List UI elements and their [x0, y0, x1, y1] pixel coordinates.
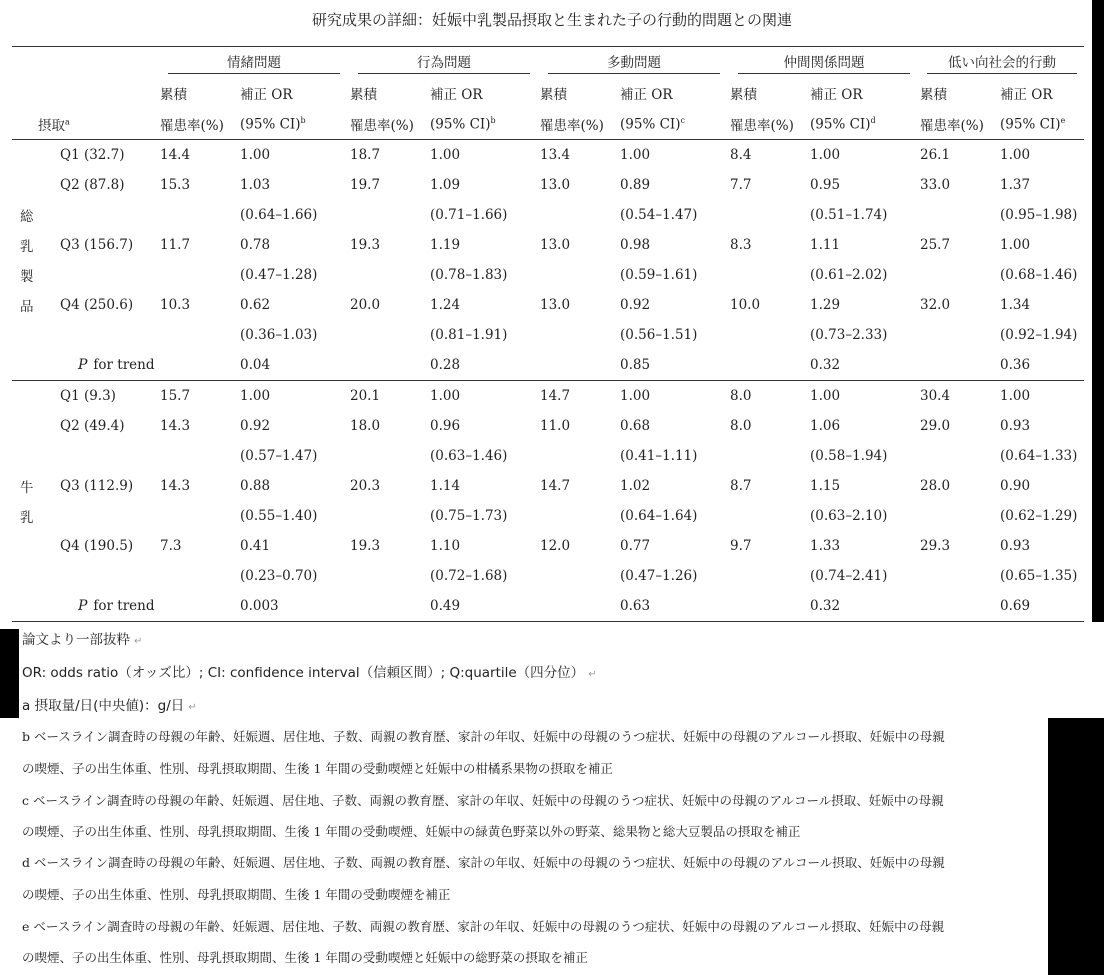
- ci-value: (0.61–2.02): [810, 267, 888, 283]
- side-label-char: 品: [20, 299, 34, 315]
- or-value: 1.06: [810, 418, 841, 434]
- blank-cell: [348, 591, 428, 622]
- p-value: 0.69: [998, 591, 1084, 622]
- quartile-label: Q3 (112.9): [60, 478, 134, 494]
- or-value: 1.11: [810, 237, 841, 253]
- note-d-line1: d ベースライン調査時の母親の年齢、妊娠週、居住地、子数、両親の教育歴、家計の年収、妊娠中の母親のうつ症状、妊娠中の母親のアルコール摂取、妊娠中の母親: [22, 855, 945, 870]
- side-label-char: 乳: [20, 510, 34, 526]
- or-value: 0.77: [620, 538, 651, 554]
- rate-value: 15.3: [160, 177, 191, 193]
- header-rate-label: 罹患率(%): [728, 109, 808, 140]
- header-rate-label: 累積: [540, 87, 567, 103]
- side-label-char: 製: [20, 269, 34, 285]
- rate-value: 33.0: [920, 177, 951, 193]
- or-value: 1.19: [430, 237, 461, 253]
- blank-cell: [538, 441, 618, 471]
- table-row: [12, 230, 1084, 260]
- rate-value: 25.7: [920, 237, 951, 253]
- table-row: [12, 290, 1084, 320]
- or-value: 1.10: [430, 538, 461, 554]
- or-value: 0.89: [620, 177, 651, 193]
- rate-value: 8.3: [730, 237, 752, 253]
- footnote-mark: c: [680, 115, 685, 125]
- or-value: 0.41: [240, 538, 271, 554]
- p-value: 0.32: [810, 357, 841, 373]
- note-b-line2: の喫煙、子の出生体重、性別、母乳摂取期間、生後 1 年間の受動喫煙と妊娠中の柑橘系果物の摂取を補正: [22, 761, 613, 776]
- header-blank: [12, 47, 158, 78]
- rate-value: 14.7: [540, 478, 571, 494]
- ci-value: (0.62–1.29): [1000, 508, 1078, 524]
- or-value: 1.24: [430, 297, 461, 313]
- ci-value: (0.68–1.46): [1000, 267, 1078, 283]
- blank-cell: [728, 591, 808, 622]
- or-value: 1.15: [810, 478, 841, 494]
- table-row: [12, 260, 1084, 290]
- blank-cell: [538, 350, 618, 381]
- blank-cell: [538, 320, 618, 350]
- rate-value: 13.4: [540, 147, 571, 163]
- ci-value: (0.71–1.66): [430, 207, 508, 223]
- p-value: 0.49: [428, 591, 538, 622]
- blank-cell: [918, 591, 998, 622]
- ci-value: (0.72–1.68): [430, 568, 508, 584]
- blank-cell: [538, 561, 618, 591]
- p-trend-label: [58, 591, 158, 622]
- or-value: 0.92: [620, 297, 651, 313]
- ci-value: (0.92–1.94): [1000, 327, 1078, 343]
- rate-value: 29.0: [920, 418, 951, 434]
- table-row: [12, 471, 1084, 501]
- p-symbol: P: [78, 598, 88, 614]
- p-value: 0.63: [618, 591, 728, 622]
- rate-value: 18.7: [350, 147, 381, 163]
- blank-cell: [348, 501, 428, 531]
- header-ci-label: (95% CI)$^e$: [998, 109, 1084, 140]
- or-value: 0.93: [1000, 418, 1031, 434]
- ci-value: (0.41–1.11): [620, 448, 698, 464]
- rate-value: 20.3: [350, 478, 381, 494]
- header-rate-label: 累積: [730, 87, 757, 103]
- ci-value: (0.64–1.66): [240, 207, 318, 223]
- blank-cell: [918, 200, 998, 230]
- table-row: [12, 501, 1084, 531]
- table-row: [12, 411, 1084, 441]
- or-value: 0.95: [810, 177, 841, 193]
- blank-cell: [538, 501, 618, 531]
- blank-cell: [728, 441, 808, 471]
- ci-value: (0.64–1.64): [620, 508, 698, 524]
- page-title: 研究成果の詳細：妊娠中乳製品摂取と生まれた子の行動的問題との関連: [311, 11, 792, 29]
- blank-cell: [158, 561, 238, 591]
- header-group: [918, 47, 1084, 78]
- p-trend-label: [58, 350, 158, 381]
- header-rate-label: 累積: [350, 87, 377, 103]
- blank-cell: [348, 320, 428, 350]
- rate-value: 26.1: [920, 147, 951, 163]
- or-value: 1.00: [808, 381, 918, 412]
- note-c-line2: の喫煙、子の出生体重、性別、母乳摂取期間、生後 1 年間の受動喫煙、妊娠中の緑黄色野菜以外の野菜、総果物と総大豆製品の摂取を補正: [22, 824, 801, 839]
- header-group-label: 低い向社会的行動: [927, 51, 1076, 74]
- or-value: 1.00: [238, 381, 348, 412]
- note-d-line2: の喫煙、子の出生体重、性別、母乳摂取期間、生後 1 年間の受動喫煙を補正: [22, 887, 451, 902]
- p-symbol: P: [78, 357, 88, 373]
- black-bar-left-notes: [0, 629, 19, 718]
- blank-cell: [158, 320, 238, 350]
- quartile-label: Q4 (190.5): [60, 538, 134, 554]
- ci-value: (0.23–0.70): [240, 568, 318, 584]
- or-value: 1.00: [428, 381, 538, 412]
- blank-cell: [158, 200, 238, 230]
- ci-value: (0.81–1.91): [430, 327, 508, 343]
- quartile-label: [58, 501, 158, 531]
- side-label-char: 総: [20, 209, 34, 225]
- p-value: 0.28: [430, 357, 461, 373]
- ci-value: (0.63–2.10): [810, 508, 888, 524]
- rate-value: 28.0: [920, 478, 951, 494]
- or-value: 1.09: [430, 177, 461, 193]
- header-intake: 摂取$^a$: [12, 109, 158, 140]
- p-value: 0.32: [808, 591, 918, 622]
- header-group-label: 仲間関係問題: [738, 51, 909, 74]
- ci-value: (0.55–1.40): [240, 508, 318, 524]
- or-value: 1.02: [620, 478, 651, 494]
- header-ci-label: (95% CI)$^b$: [428, 109, 538, 140]
- header-group-label: 行為問題: [358, 51, 529, 74]
- rate-value: 14.3: [160, 418, 191, 434]
- note-excerpt: 論文より一部抜粋 ↵: [22, 632, 143, 648]
- rate-value: 8.0: [728, 381, 808, 412]
- blank-cell: [728, 350, 808, 381]
- table-row: [12, 170, 1084, 200]
- blank-cell: [538, 591, 618, 622]
- note-e-line1: e ベースライン調査時の母親の年齢、妊娠週、居住地、子数、両親の教育歴、家計の年収、妊娠中の母親のうつ症状、妊娠中の母親のアルコール摂取、妊娠中の母親: [22, 919, 945, 934]
- rate-value: 14.4: [160, 147, 191, 163]
- or-value: 0.62: [240, 297, 271, 313]
- ci-value: (0.57–1.47): [240, 448, 318, 464]
- or-value: 1.37: [1000, 177, 1031, 193]
- ci-value: (0.73–2.33): [810, 327, 888, 343]
- rate-value: 14.7: [538, 381, 618, 412]
- quartile-label: Q3 (156.7): [60, 237, 134, 253]
- side-label-char: 乳: [20, 239, 34, 255]
- header-group: [728, 47, 918, 78]
- rate-value: 8.4: [730, 147, 752, 163]
- rate-value: 19.3: [350, 538, 381, 554]
- results-table: [12, 46, 1084, 622]
- quartile-label: Q2 (49.4): [60, 418, 125, 434]
- rate-value: 19.3: [350, 237, 381, 253]
- p-value: 0.36: [1000, 357, 1031, 373]
- blank-cell: [728, 260, 808, 290]
- blank-cell: [538, 200, 618, 230]
- side-label-char: [12, 561, 58, 591]
- header-rate-label: 累積: [160, 87, 187, 103]
- table-row: [12, 140, 1084, 171]
- or-value: 1.00: [618, 381, 728, 412]
- p-trend-suffix: for trend: [93, 357, 155, 373]
- blank-cell: [728, 561, 808, 591]
- quartile-label: Q1 (9.3): [58, 381, 158, 412]
- or-value: 0.68: [620, 418, 651, 434]
- table-row: [12, 561, 1084, 591]
- blank-cell: [918, 501, 998, 531]
- rate-value: 19.7: [350, 177, 381, 193]
- side-label-char: [12, 531, 58, 561]
- ci-value: (0.54–1.47): [620, 207, 698, 223]
- or-value: 0.96: [430, 418, 461, 434]
- note-abbreviations: OR: odds ratio（オッズ比）; CI: confidence interval（信頼区間）; Q:quartile（四分位） ↵: [22, 665, 597, 681]
- blank-cell: [728, 200, 808, 230]
- side-label-char: [12, 170, 58, 200]
- side-label-char: 牛: [20, 480, 34, 496]
- header-group: [158, 47, 348, 78]
- blank-cell: [348, 561, 428, 591]
- blank-cell: [158, 260, 238, 290]
- or-value: 0.93: [1000, 538, 1031, 554]
- or-value: 1.00: [1000, 237, 1031, 253]
- quartile-label: [58, 320, 158, 350]
- header-group-label: 情緒問題: [168, 51, 339, 74]
- quartile-label: Q2 (87.8): [60, 177, 125, 193]
- rate-value: 32.0: [920, 297, 951, 313]
- side-label-char: [12, 320, 58, 350]
- blank-cell: [728, 501, 808, 531]
- header-or-label: 補正 OR: [810, 87, 863, 103]
- quartile-label: [58, 200, 158, 230]
- or-value: 0.78: [240, 237, 271, 253]
- blank-cell: [348, 350, 428, 381]
- rate-value: 9.7: [730, 538, 752, 554]
- note-b-line1: b ベースライン調査時の母親の年齢、妊娠週、居住地、子数、両親の教育歴、家計の年収、妊娠中の母親のうつ症状、妊娠中の母親のアルコール摂取、妊娠中の母親: [22, 729, 945, 744]
- ci-value: (0.47–1.26): [620, 568, 698, 584]
- ci-value: (0.64–1.33): [1000, 448, 1078, 464]
- p-value: 0.003: [238, 591, 348, 622]
- blank-cell: [918, 441, 998, 471]
- rate-value: 20.1: [348, 381, 428, 412]
- rate-value: 13.0: [540, 237, 571, 253]
- side-label-char: [12, 591, 58, 622]
- table-row: [12, 200, 1084, 230]
- rate-value: 12.0: [540, 538, 571, 554]
- rate-value: 8.7: [730, 478, 752, 494]
- rate-value: 13.0: [540, 297, 571, 313]
- or-value: 1.00: [998, 381, 1084, 412]
- ci-value: (0.51–1.74): [810, 207, 888, 223]
- or-value: 0.98: [620, 237, 651, 253]
- blank-cell: [158, 350, 238, 381]
- quartile-label: [58, 260, 158, 290]
- table-row: [12, 381, 1084, 412]
- ci-value: (0.75–1.73): [430, 508, 508, 524]
- rate-value: 30.4: [918, 381, 998, 412]
- rate-value: 11.0: [540, 418, 571, 434]
- or-value: 1.14: [430, 478, 461, 494]
- rate-value: 8.0: [730, 418, 752, 434]
- blank-cell: [918, 320, 998, 350]
- footnote-mark: d: [870, 115, 876, 125]
- blank-cell: [918, 350, 998, 381]
- table-row: [12, 531, 1084, 561]
- footnote-mark: b: [490, 115, 496, 125]
- table-row: [12, 320, 1084, 350]
- header-group: [348, 47, 538, 78]
- note-a: a 摂取量/日(中央値)：g/日 ↵: [22, 698, 197, 714]
- or-value: 1.34: [1000, 297, 1031, 313]
- ci-value: (0.58–1.94): [810, 448, 888, 464]
- rate-value: 15.7: [158, 381, 238, 412]
- header-ci-label: (95% CI)$^d$: [808, 109, 918, 140]
- rate-value: 7.7: [730, 177, 752, 193]
- rate-value: 14.3: [160, 478, 191, 494]
- blank-cell: [158, 501, 238, 531]
- footnote-mark: e: [1060, 115, 1066, 125]
- rate-value: 7.3: [160, 538, 182, 554]
- p-trend-suffix: for trend: [93, 598, 155, 614]
- blank-cell: [918, 260, 998, 290]
- header-group-label: 多動問題: [548, 51, 719, 74]
- blank-cell: [158, 591, 238, 622]
- or-value: 0.88: [240, 478, 271, 494]
- trend-row: [12, 591, 1084, 622]
- trend-row: [12, 350, 1084, 381]
- blank-cell: [348, 260, 428, 290]
- header-rate-label: 累積: [920, 87, 947, 103]
- blank-cell: [918, 561, 998, 591]
- header-or-label: 補正 OR: [620, 87, 673, 103]
- or-value: 1.00: [240, 147, 271, 163]
- ci-value: (0.36–1.03): [240, 327, 318, 343]
- header-rate-label: 罹患率(%): [918, 109, 998, 140]
- p-value: 0.04: [240, 357, 271, 373]
- or-value: 1.00: [1000, 147, 1031, 163]
- rate-value: 10.0: [730, 297, 761, 313]
- header-or-label: 補正 OR: [1000, 87, 1053, 103]
- or-value: 1.33: [810, 538, 841, 554]
- footnote-mark: a: [65, 117, 70, 127]
- blank-cell: [728, 320, 808, 350]
- or-value: 1.29: [810, 297, 841, 313]
- black-bar-right-notes: [1048, 718, 1104, 975]
- rate-value: 18.0: [350, 418, 381, 434]
- quartile-label: Q1 (32.7): [60, 147, 125, 163]
- footnote-mark: b: [300, 115, 306, 125]
- header-ci-label: (95% CI)$^b$: [238, 109, 348, 140]
- ci-value: (0.56–1.51): [620, 327, 698, 343]
- header-or-label: 補正 OR: [240, 87, 293, 103]
- table-row: [12, 441, 1084, 471]
- header-rate-label: 罹患率(%): [538, 109, 618, 140]
- header-ci-label: (95% CI)$^c$: [618, 109, 728, 140]
- rate-value: 20.0: [350, 297, 381, 313]
- p-value: 0.85: [620, 357, 651, 373]
- rate-value: 29.3: [920, 538, 951, 554]
- header-group: [538, 47, 728, 78]
- header-blank: [12, 77, 158, 109]
- side-label-char: [12, 441, 58, 471]
- or-value: 1.00: [810, 147, 841, 163]
- quartile-label: [58, 441, 158, 471]
- side-label-char: [12, 350, 58, 381]
- ci-value: (0.59–1.61): [620, 267, 698, 283]
- rate-value: 11.7: [160, 237, 191, 253]
- header-rate-label: 罹患率(%): [158, 109, 238, 140]
- or-value: 1.00: [430, 147, 461, 163]
- rate-value: 10.3: [160, 297, 191, 313]
- blank-cell: [538, 260, 618, 290]
- or-value: 0.90: [1000, 478, 1031, 494]
- blank-cell: [348, 441, 428, 471]
- or-value: 0.92: [240, 418, 271, 434]
- quartile-label: [58, 561, 158, 591]
- header-rate-label: 罹患率(%): [348, 109, 428, 140]
- side-label-char: [12, 381, 58, 412]
- note-e-line2: の喫煙、子の出生体重、性別、母乳摂取期間、生後 1 年間の受動喫煙と妊娠中の総野菜の摂取を補正: [22, 950, 588, 965]
- ci-value: (0.63–1.46): [430, 448, 508, 464]
- note-c-line1: c ベースライン調査時の母親の年齢、妊娠週、居住地、子数、両親の教育歴、家計の年収、妊娠中の母親のうつ症状、妊娠中の母親のアルコール摂取、妊娠中の母親: [22, 793, 944, 808]
- or-value: 1.03: [240, 177, 271, 193]
- blank-cell: [348, 200, 428, 230]
- ci-value: (0.47–1.28): [240, 267, 318, 283]
- ci-value: (0.65–1.35): [1000, 568, 1078, 584]
- ci-value: (0.78–1.83): [430, 267, 508, 283]
- ci-value: (0.95–1.98): [1000, 207, 1078, 223]
- black-bar-right-top: [1092, 0, 1104, 622]
- blank-cell: [158, 441, 238, 471]
- rate-value: 13.0: [540, 177, 571, 193]
- header-or-label: 補正 OR: [430, 87, 483, 103]
- ci-value: (0.74–2.41): [810, 568, 888, 584]
- quartile-label: Q4 (250.6): [60, 297, 134, 313]
- or-value: 1.00: [620, 147, 651, 163]
- side-label-char: [12, 140, 58, 171]
- side-label-char: [12, 411, 58, 441]
